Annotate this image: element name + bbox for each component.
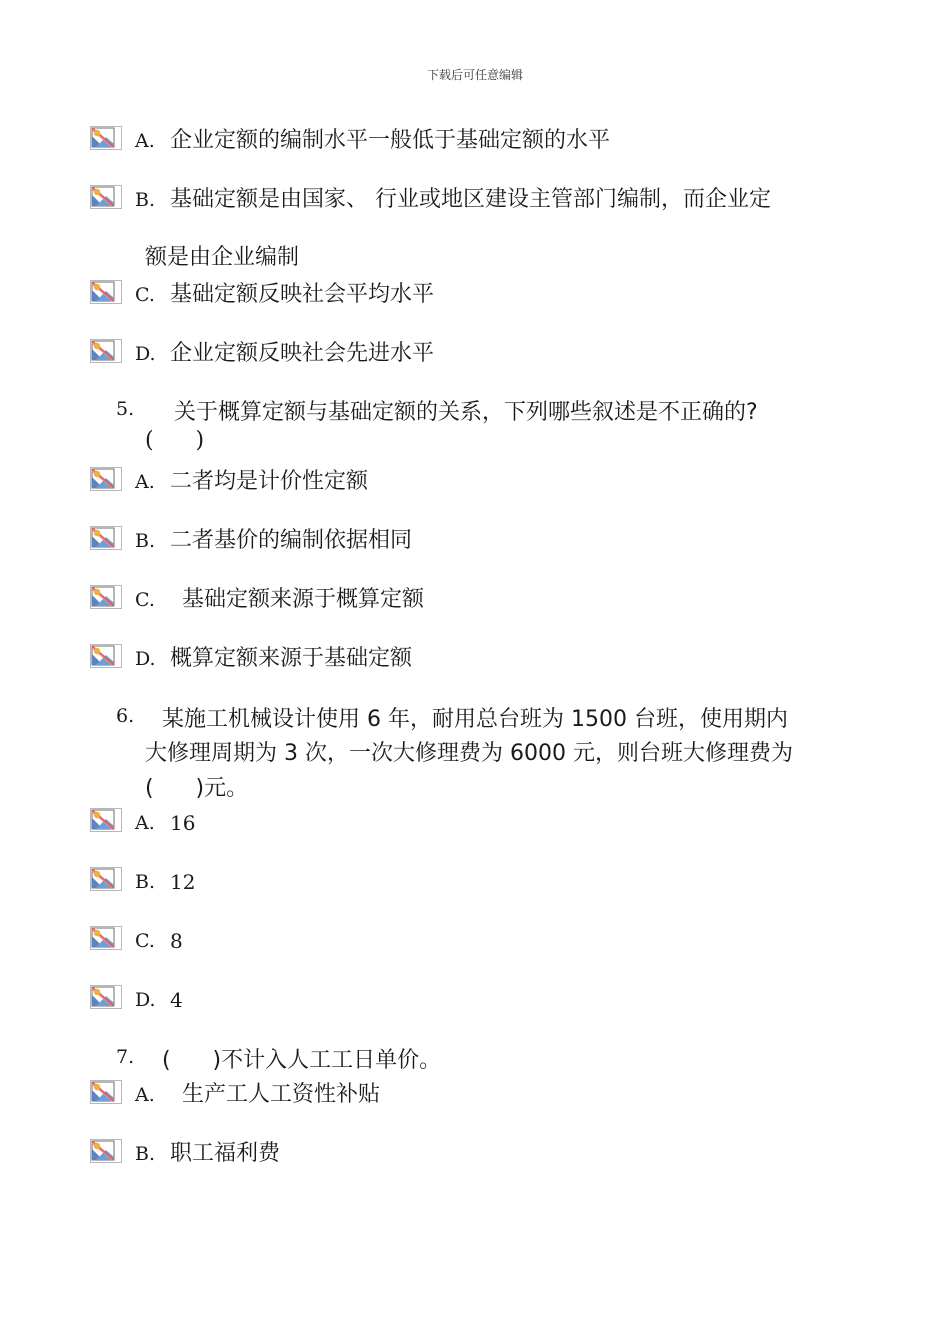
option-letter: C. — [135, 930, 155, 952]
question-text: 某施工机械设计使用 6 年，耐用总台班为 1500 台班，使用期内 — [162, 707, 788, 732]
broken-image-icon — [90, 585, 122, 609]
question-text: ( )不计入人工工日单价。 — [162, 1048, 442, 1073]
option-text: 12 — [170, 870, 196, 894]
broken-image-icon — [90, 526, 122, 550]
option-text: 二者均是计价性定额 — [170, 469, 369, 494]
option-letter: A. — [135, 812, 155, 834]
question-blank: ( ) — [145, 428, 205, 453]
page-header: 下载后可任意编辑 — [426, 68, 523, 82]
option-text-continuation: 额是由企业编制 — [145, 245, 300, 270]
question-number: 7. — [116, 1046, 135, 1068]
option-text: 基础定额反映社会平均水平 — [170, 282, 435, 307]
broken-image-icon — [90, 280, 122, 304]
broken-image-icon — [90, 185, 122, 209]
question-blank: ( )元。 — [145, 776, 249, 801]
option-letter: B. — [135, 189, 156, 211]
option-letter: A. — [135, 471, 155, 493]
broken-image-icon — [90, 1080, 122, 1104]
broken-image-icon — [90, 926, 122, 950]
broken-image-icon — [90, 467, 122, 491]
option-letter: A. — [135, 130, 155, 152]
option-letter: A. — [135, 1084, 155, 1106]
broken-image-icon — [90, 985, 122, 1009]
option-letter: B. — [135, 871, 156, 893]
broken-image-icon — [90, 126, 122, 150]
question-number: 5. — [116, 398, 135, 420]
option-letter: C. — [135, 284, 155, 306]
option-text: 8 — [170, 929, 183, 953]
option-text: 生产工人工资性补贴 — [182, 1082, 381, 1107]
option-text: 概算定额来源于基础定额 — [170, 646, 413, 671]
option-text: 二者基价的编制依据相同 — [170, 528, 413, 553]
question-number: 6. — [116, 705, 135, 727]
option-text: 职工福利费 — [170, 1141, 281, 1166]
broken-image-icon — [90, 808, 122, 832]
question-text: 关于概算定额与基础定额的关系，下列哪些叙述是不正确的? — [174, 400, 758, 425]
option-text: 企业定额的编制水平一般低于基础定额的水平 — [170, 128, 611, 153]
broken-image-icon — [90, 339, 122, 363]
option-letter: D. — [135, 989, 156, 1011]
option-letter: D. — [135, 343, 156, 365]
broken-image-icon — [90, 867, 122, 891]
option-letter: B. — [135, 1143, 156, 1165]
option-text: 16 — [170, 811, 196, 835]
question-text: 大修理周期为 3 次，一次大修理费为 6000 元，则台班大修理费为 — [145, 741, 793, 766]
option-text: 基础定额来源于概算定额 — [182, 587, 425, 612]
option-letter: B. — [135, 530, 156, 552]
option-letter: D. — [135, 648, 156, 670]
broken-image-icon — [90, 644, 122, 668]
option-text: 4 — [170, 988, 183, 1012]
broken-image-icon — [90, 1139, 122, 1163]
option-text: 基础定额是由国家、 行业或地区建设主管部门编制，而企业定 — [170, 187, 771, 212]
option-text: 企业定额反映社会先进水平 — [170, 341, 435, 366]
option-letter: C. — [135, 589, 155, 611]
